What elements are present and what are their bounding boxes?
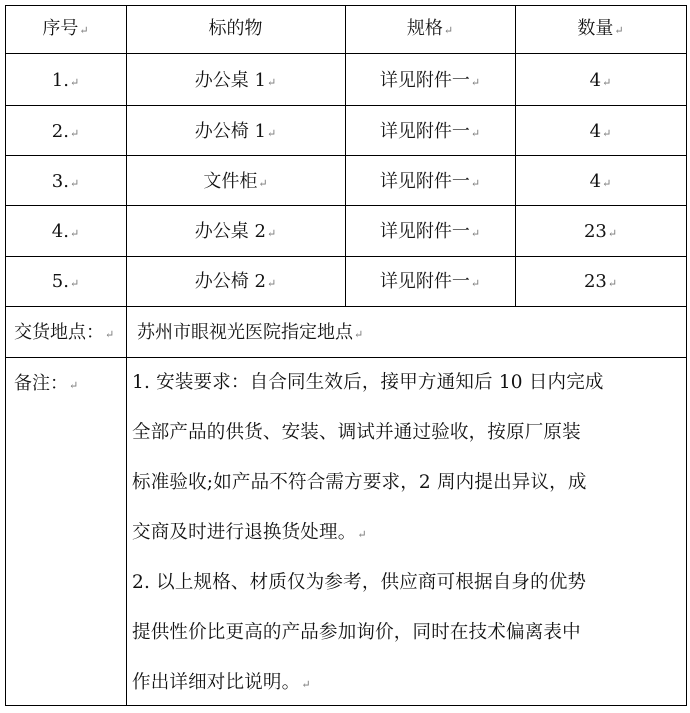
- paragraph-mark-icon: ↵: [79, 24, 89, 37]
- paragraph-mark-icon: ↵: [470, 127, 481, 140]
- table-row-index: 5.↵: [51, 271, 80, 292]
- table-row-qty: 4↵: [589, 70, 612, 91]
- paragraph-mark-icon: ↵: [69, 379, 79, 392]
- table-row-spec: 详见附件一↵: [379, 271, 481, 292]
- remarks-line: 全部产品的供货、安装、调试并通过验收，按原厂原装: [132, 422, 581, 443]
- table-row-spec: 详见附件一↵: [379, 70, 481, 91]
- table-row-item: 办公椅 1↵: [194, 121, 277, 142]
- paragraph-mark-icon: ↵: [470, 227, 481, 240]
- remarks-content: [132, 358, 680, 708]
- table-row-item: 文件柜↵: [203, 171, 268, 192]
- table-row-index: 3.↵: [51, 171, 80, 192]
- paragraph-mark-icon: ↵: [105, 328, 115, 341]
- table-row-item: 办公桌 1↵: [194, 70, 277, 91]
- table-row-qty: 4↵: [589, 171, 612, 192]
- remarks-label: 备注：↵: [14, 373, 79, 394]
- paragraph-mark-icon: ↵: [607, 277, 618, 290]
- paragraph-mark-icon: ↵: [69, 76, 80, 89]
- header-qty: 数量↵: [577, 18, 624, 39]
- paragraph-mark-icon: ↵: [266, 76, 277, 89]
- paragraph-mark-icon: ↵: [69, 127, 80, 140]
- paragraph-mark-icon: ↵: [602, 76, 612, 89]
- paragraph-mark-icon: ↵: [69, 177, 80, 190]
- table-row-index: 4.↵: [51, 221, 80, 242]
- paragraph-mark-icon: ↵: [266, 127, 277, 140]
- table-row-spec: 详见附件一↵: [379, 171, 481, 192]
- table-row-qty: 4↵: [589, 121, 612, 142]
- table-row-index: 2.↵: [51, 121, 80, 142]
- table-row-spec: 详见附件一↵: [379, 121, 481, 142]
- table-row-spec: 详见附件一↵: [379, 221, 481, 242]
- paragraph-mark-icon: ↵: [266, 277, 277, 290]
- header-index: 序号↵: [42, 18, 89, 39]
- paragraph-mark-icon: ↵: [470, 277, 481, 290]
- paragraph-mark-icon: ↵: [258, 177, 268, 190]
- remarks-line: 1. 安装要求：自合同生效后，接甲方通知后 10 日内完成: [132, 372, 604, 393]
- delivery-value: 苏州市眼视光医院指定地点↵: [137, 322, 364, 343]
- paragraph-mark-icon: ↵: [602, 177, 612, 190]
- remarks-line: 作出详细对比说明。↵: [132, 672, 311, 693]
- paragraph-mark-icon: ↵: [301, 678, 311, 691]
- paragraph-mark-icon: ↵: [354, 328, 364, 341]
- remarks-line: 2. 以上规格、材质仅为参考，供应商可根据自身的优势: [132, 572, 587, 593]
- paragraph-mark-icon: ↵: [602, 127, 612, 140]
- paragraph-mark-icon: ↵: [607, 227, 618, 240]
- paragraph-mark-icon: ↵: [357, 528, 367, 541]
- paragraph-mark-icon: ↵: [470, 76, 481, 89]
- paragraph-mark-icon: ↵: [69, 277, 80, 290]
- table-row-qty: 23↵: [583, 271, 618, 292]
- table-row-item: 办公桌 2↵: [194, 221, 277, 242]
- remarks-line: 标准验收;如产品不符合需方要求，2 周内提出异议，成: [132, 472, 587, 493]
- paragraph-mark-icon: ↵: [470, 177, 481, 190]
- delivery-label: 交货地点：↵: [14, 322, 115, 343]
- table-row-index: 1.↵: [51, 70, 80, 91]
- remarks-line: 交商及时进行退换货处理。↵: [132, 522, 367, 543]
- paragraph-mark-icon: ↵: [443, 24, 454, 37]
- paragraph-mark-icon: ↵: [69, 227, 80, 240]
- header-spec: 规格↵: [406, 18, 454, 39]
- table-row-qty: 23↵: [583, 221, 618, 242]
- header-item: 标的物: [208, 18, 263, 39]
- table-row-item: 办公椅 2↵: [194, 271, 277, 292]
- remarks-line: 提供性价比更高的产品参加询价，同时在技术偏离表中: [132, 622, 581, 643]
- paragraph-mark-icon: ↵: [266, 227, 277, 240]
- paragraph-mark-icon: ↵: [614, 24, 624, 37]
